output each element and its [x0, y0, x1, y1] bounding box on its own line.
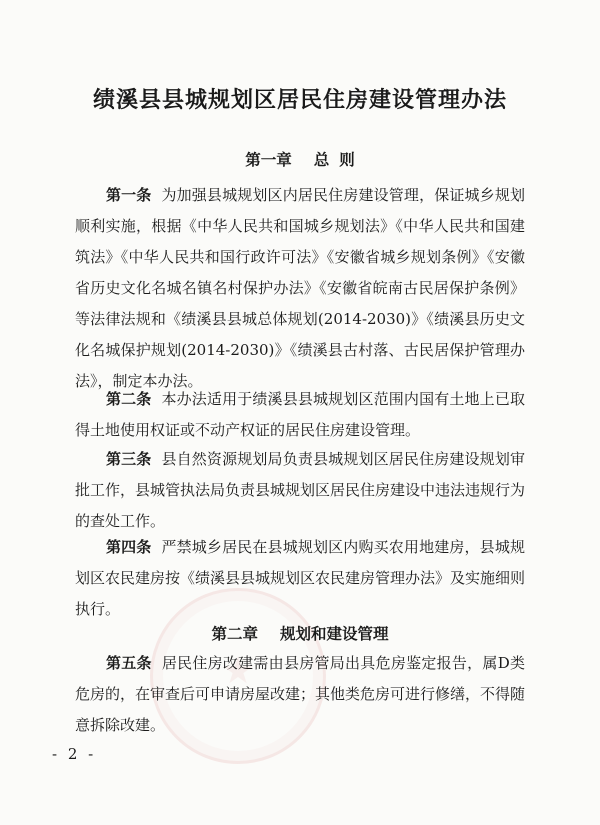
article-1-label: 第一条 — [106, 186, 152, 204]
document-title: 绩溪县县城规划区居民住房建设管理办法 — [92, 88, 507, 113]
article-4-text: 严禁城乡居民在县城规划区内购买农用地建房，县城规划区农民建房按《绩溪县县城规划区农民建房管理办法》及实施细则执行。 — [75, 538, 526, 618]
article-2-label: 第二条 — [106, 390, 152, 408]
article-1 — [75, 180, 525, 397]
page-number: - 2 - — [52, 745, 97, 763]
article-3-text: 县自然资源规划局负责县城规划区居民住房建设规划审批工作，县城管执法局负责县城规划区居民住房建设中违法违规行为的查处工作。 — [75, 450, 526, 530]
article-2-text: 本办法适用于绩溪县县城规划区范围内国有土地上已取得土地使用权证或不动产权证的居民住房建设管理。 — [75, 390, 525, 439]
chapter-1-name-part1: 总 — [313, 151, 330, 169]
article-2 — [75, 384, 525, 446]
chapter-1-name-part2: 则 — [339, 151, 355, 169]
article-3-label: 第三条 — [106, 450, 152, 468]
article-5-text: 居民住房改建需由县房管局出具危房鉴定报告，属D类危房的，在审查后可申请房屋改建；其他类危房可进行修缮，不得随意拆除改建。 — [75, 654, 526, 734]
article-5 — [75, 648, 525, 741]
article-3 — [75, 444, 525, 537]
article-1-text: 为加强县城规划区内居民住房建设管理，保证城乡规划顺利实施，根据《中华人民共和国城乡规划法》《中华人民共和国建筑法》《中华人民共和国行政许可法》《安徽省城乡规划条例》《安徽省历史文化名城名镇名村保护办法》《安徽省皖南古民居保护条例》等法律法规和《绩溪县县城总体规划(2014-2030)》《绩溪县历史文化名城保护规划(2014-2030)》《绩溪县古村落、古民居保护管理办法》，制定本办法。 — [75, 186, 525, 390]
chapter-1-number: 第一章 — [245, 151, 292, 169]
article-4 — [75, 532, 525, 625]
chapter-2-name: 规划和建设管理 — [280, 625, 389, 643]
article-4-label: 第四条 — [106, 538, 152, 556]
article-5-label: 第五条 — [106, 654, 152, 672]
chapter-1-heading — [0, 148, 600, 170]
chapter-2-number: 第二章 — [211, 625, 258, 643]
chapter-2-heading — [0, 622, 600, 644]
